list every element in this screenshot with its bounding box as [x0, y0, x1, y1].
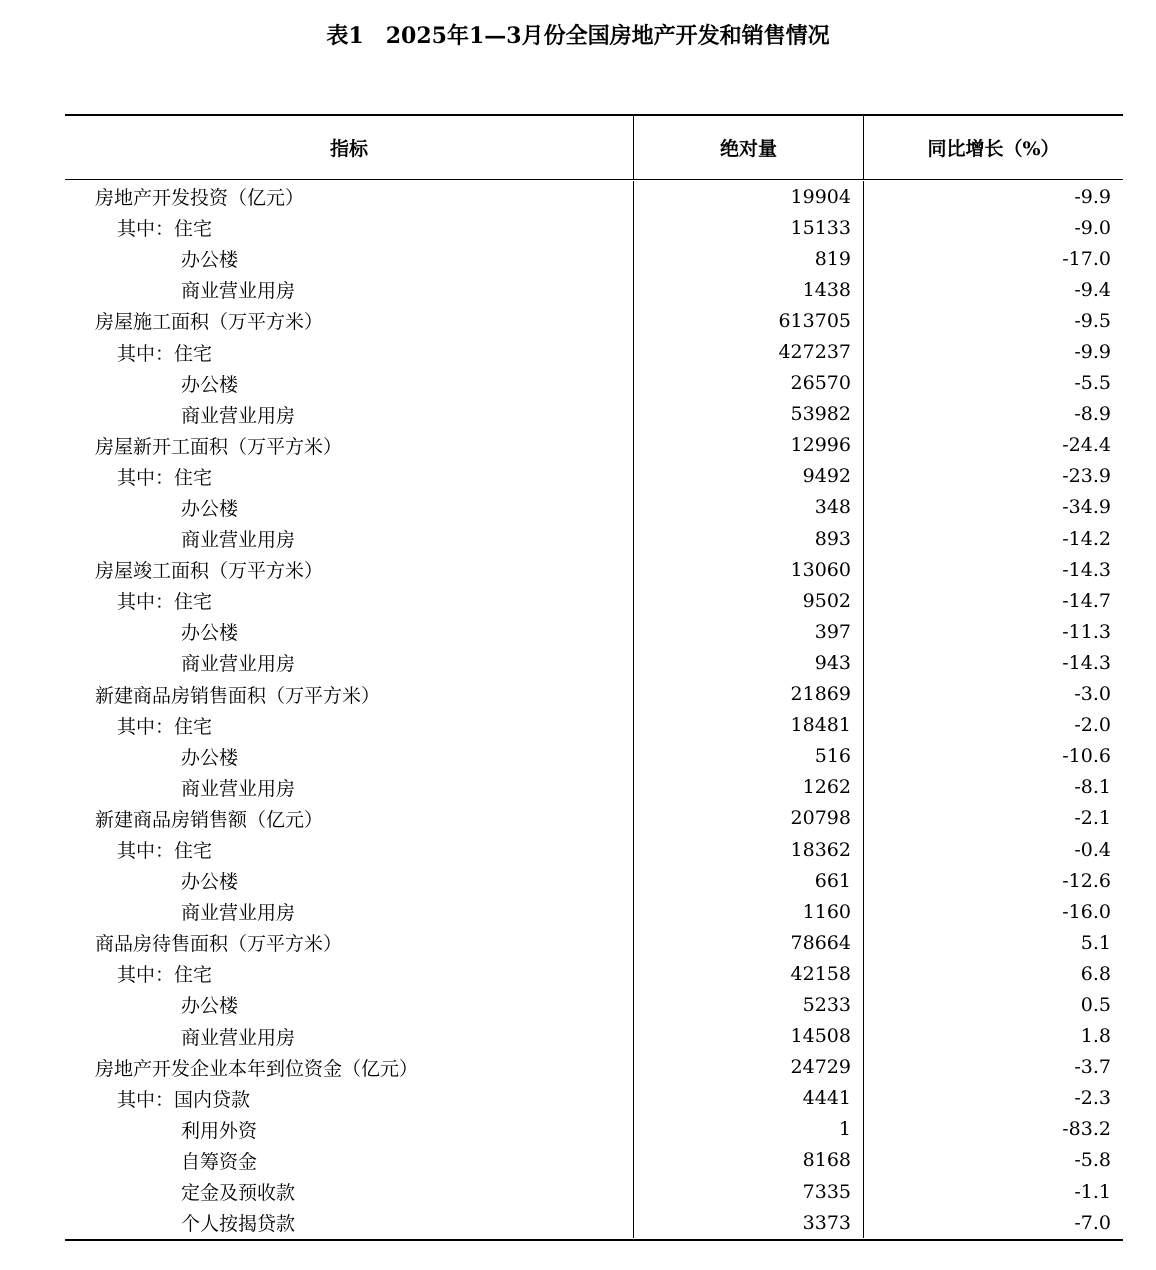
row-absolute-value: 9492	[634, 461, 864, 492]
table-row	[65, 741, 1123, 772]
row-growth-value: -34.9	[1062, 496, 1111, 519]
row-absolute-value: 24729	[634, 1052, 864, 1083]
row-absolute-value: 15133	[634, 212, 864, 243]
row-indicator: 其中：住宅	[65, 710, 634, 741]
row-absolute-value: 18362	[634, 834, 864, 865]
row-indicator: 商业营业用房	[65, 399, 634, 430]
row-absolute-value: 78664	[634, 927, 864, 958]
row-absolute-value: 943	[634, 647, 864, 678]
row-growth-value: -23.9	[1062, 465, 1111, 488]
table-row	[65, 523, 1123, 554]
table-row	[65, 616, 1123, 647]
row-absolute-value: 819	[634, 243, 864, 274]
row-indicator: 其中：住宅	[65, 461, 634, 492]
table-row	[65, 461, 1123, 492]
table-row	[65, 1021, 1123, 1052]
row-indicator: 商业营业用房	[65, 772, 634, 803]
table-row	[65, 772, 1123, 803]
row-absolute-value: 7335	[634, 1176, 864, 1207]
table-row	[65, 368, 1123, 399]
row-growth-value: -14.2	[1062, 527, 1111, 550]
table-row	[65, 399, 1123, 430]
table-row	[65, 896, 1123, 927]
row-growth-value: -17.0	[1062, 247, 1111, 270]
row-absolute-value: 1	[634, 1114, 864, 1145]
row-indicator: 房屋新开工面积（万平方米）	[65, 430, 634, 461]
row-indicator: 商业营业用房	[65, 896, 634, 927]
row-growth-value: -83.2	[1062, 1118, 1111, 1141]
row-absolute-value: 893	[634, 523, 864, 554]
table-row	[65, 554, 1123, 585]
row-absolute-value: 661	[634, 865, 864, 896]
row-growth-value: -14.7	[1062, 589, 1111, 612]
table-row	[65, 305, 1123, 336]
table-row	[65, 834, 1123, 865]
row-growth-value: -5.8	[1074, 1149, 1111, 1172]
row-indicator: 商业营业用房	[65, 274, 634, 305]
table-row	[65, 336, 1123, 367]
row-absolute-value: 1160	[634, 896, 864, 927]
table-row	[65, 647, 1123, 678]
row-growth-value: -24.4	[1062, 434, 1111, 457]
row-indicator: 办公楼	[65, 368, 634, 399]
row-indicator: 办公楼	[65, 243, 634, 274]
row-absolute-value: 1438	[634, 274, 864, 305]
table-row	[65, 492, 1123, 523]
table-header	[65, 116, 1123, 180]
header-growth: 同比增长（%）	[927, 138, 1060, 160]
row-indicator: 房地产开发投资（亿元）	[65, 181, 634, 212]
row-absolute-value: 20798	[634, 803, 864, 834]
table-title: 表1 2025年1—3月份全国房地产开发和销售情况	[326, 23, 830, 49]
row-absolute-value: 14508	[634, 1021, 864, 1052]
table-row	[65, 1145, 1123, 1176]
row-indicator: 商业营业用房	[65, 647, 634, 678]
header-indicator: 指标	[65, 116, 634, 179]
row-growth-value: -9.4	[1074, 278, 1111, 301]
row-growth-value: -8.9	[1074, 403, 1111, 426]
table-row	[65, 989, 1123, 1020]
row-absolute-value: 53982	[634, 399, 864, 430]
row-absolute-value: 12996	[634, 430, 864, 461]
table-row	[65, 430, 1123, 461]
row-indicator: 定金及预收款	[65, 1176, 634, 1207]
row-growth-value: 0.5	[1080, 993, 1111, 1016]
row-indicator: 自筹资金	[65, 1145, 634, 1176]
row-absolute-value: 516	[634, 741, 864, 772]
table-row	[65, 927, 1123, 958]
row-indicator: 新建商品房销售额（亿元）	[65, 803, 634, 834]
row-absolute-value: 5233	[634, 989, 864, 1020]
row-absolute-value: 18481	[634, 710, 864, 741]
row-indicator: 商业营业用房	[65, 523, 634, 554]
row-growth-value: -9.9	[1074, 341, 1111, 364]
row-growth-value: -9.0	[1074, 216, 1111, 239]
row-indicator: 新建商品房销售面积（万平方米）	[65, 679, 634, 710]
row-absolute-value: 613705	[634, 305, 864, 336]
table-row	[65, 1114, 1123, 1145]
row-growth-value: 6.8	[1080, 962, 1111, 985]
row-absolute-value: 13060	[634, 554, 864, 585]
row-growth-value: -3.0	[1074, 683, 1111, 706]
table-row	[65, 1052, 1123, 1083]
table-row	[65, 1083, 1123, 1114]
row-indicator: 其中：住宅	[65, 336, 634, 367]
row-growth-value: -14.3	[1062, 558, 1111, 581]
row-growth-value: -12.6	[1062, 869, 1111, 892]
row-growth-value: -0.4	[1074, 838, 1111, 861]
table-row	[65, 274, 1123, 305]
row-indicator: 其中：住宅	[65, 585, 634, 616]
row-growth-value: 1.8	[1080, 1025, 1111, 1048]
table-row	[65, 212, 1123, 243]
row-indicator: 房地产开发企业本年到位资金（亿元）	[65, 1052, 634, 1083]
row-growth-value: -8.1	[1074, 776, 1111, 799]
row-indicator: 其中：国内贷款	[65, 1083, 634, 1114]
row-indicator: 商品房待售面积（万平方米）	[65, 927, 634, 958]
row-absolute-value: 9502	[634, 585, 864, 616]
row-growth-value: -9.5	[1074, 309, 1111, 332]
table-row	[65, 679, 1123, 710]
row-indicator: 商业营业用房	[65, 1021, 634, 1052]
row-indicator: 办公楼	[65, 865, 634, 896]
row-indicator: 其中：住宅	[65, 212, 634, 243]
row-growth-value: -5.5	[1074, 372, 1111, 395]
table-row	[65, 181, 1123, 212]
row-indicator: 办公楼	[65, 989, 634, 1020]
table-row	[65, 1207, 1123, 1238]
table-body	[65, 180, 1123, 1239]
row-growth-value: -7.0	[1074, 1211, 1111, 1234]
row-absolute-value: 3373	[634, 1207, 864, 1238]
row-indicator: 其中：住宅	[65, 958, 634, 989]
row-indicator: 办公楼	[65, 616, 634, 647]
table-row	[65, 710, 1123, 741]
row-growth-value: -10.6	[1062, 745, 1111, 768]
row-growth-value: 5.1	[1080, 931, 1111, 954]
row-indicator: 个人按揭贷款	[65, 1207, 634, 1238]
row-indicator: 房屋竣工面积（万平方米）	[65, 554, 634, 585]
row-absolute-value: 348	[634, 492, 864, 523]
header-absolute: 绝对量	[634, 116, 864, 179]
row-indicator: 办公楼	[65, 492, 634, 523]
row-indicator: 办公楼	[65, 741, 634, 772]
row-absolute-value: 1262	[634, 772, 864, 803]
row-growth-value: -11.3	[1062, 620, 1111, 643]
row-growth-value: -16.0	[1062, 900, 1111, 923]
row-absolute-value: 26570	[634, 368, 864, 399]
table-row	[65, 803, 1123, 834]
table-row	[65, 865, 1123, 896]
table-row	[65, 1176, 1123, 1207]
row-growth-value: -3.7	[1074, 1056, 1111, 1079]
row-absolute-value: 397	[634, 616, 864, 647]
row-indicator: 房屋施工面积（万平方米）	[65, 305, 634, 336]
row-absolute-value: 19904	[634, 181, 864, 212]
row-growth-value: -9.9	[1074, 185, 1111, 208]
row-growth-value: -2.0	[1074, 714, 1111, 737]
row-absolute-value: 21869	[634, 679, 864, 710]
row-growth-value: -1.1	[1074, 1180, 1111, 1203]
row-absolute-value: 42158	[634, 958, 864, 989]
table-row	[65, 585, 1123, 616]
table-row	[65, 243, 1123, 274]
row-indicator: 利用外资	[65, 1114, 634, 1145]
row-absolute-value: 8168	[634, 1145, 864, 1176]
row-growth-value: -2.3	[1074, 1087, 1111, 1110]
table-row	[65, 958, 1123, 989]
row-absolute-value: 4441	[634, 1083, 864, 1114]
row-indicator: 其中：住宅	[65, 834, 634, 865]
row-growth-value: -14.3	[1062, 651, 1111, 674]
row-growth-value: -2.1	[1074, 807, 1111, 830]
data-table	[65, 114, 1123, 1241]
row-absolute-value: 427237	[634, 336, 864, 367]
